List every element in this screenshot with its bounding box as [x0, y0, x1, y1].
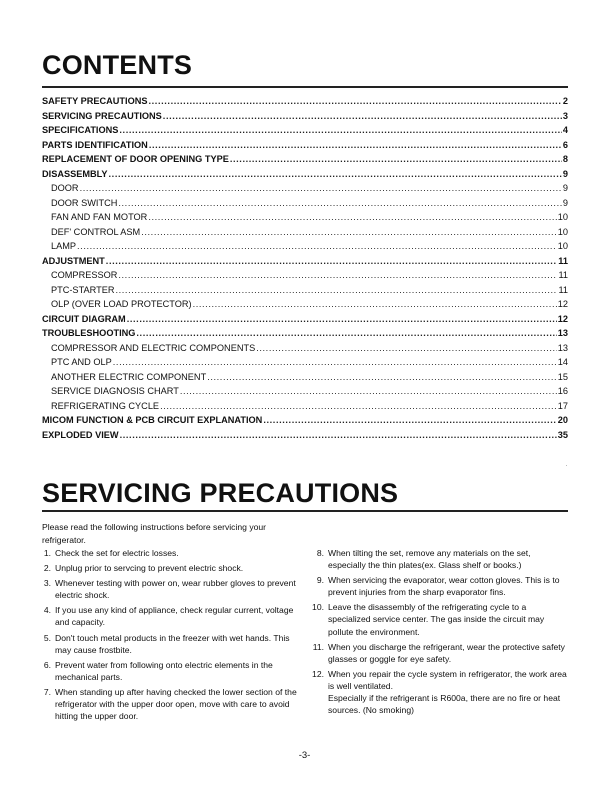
toc-leader-dots — [115, 283, 557, 298]
toc-entry-page: 15 — [557, 371, 568, 382]
toc-entry-page: 3 — [562, 110, 568, 121]
toc-entry-label: CIRCUIT DIAGRAM — [42, 313, 126, 324]
precautions-right-column — [308, 547, 570, 719]
precaution-item — [308, 547, 570, 571]
toc-entry-page: 10 — [557, 212, 568, 222]
toc-entry-page: 14 — [557, 357, 568, 367]
toc-entry-label: DEF' CONTROL ASM — [51, 226, 141, 237]
toc-entry-label: ADJUSTMENT — [42, 255, 105, 266]
precaution-item — [42, 547, 297, 559]
precaution-text-block — [328, 601, 570, 637]
precaution-text: When tilting the set, remove any materials on the set, especially the thin plates(ex. Glass shelf or books.) — [328, 548, 531, 571]
toc-entry-page: 11 — [558, 270, 568, 280]
precaution-text: Don't touch metal products in the freezer with wet hands. This may cause frostbite. — [55, 632, 290, 655]
toc-entry-label: ANOTHER ELECTRIC COMPONENT — [51, 371, 207, 382]
toc-leader-dots — [149, 138, 562, 153]
toc-entry — [42, 210, 568, 225]
precaution-text: Leave the disassembly of the refrigerating cycle to a specialized service center. The gas inside the circuit may pollute the environment. — [328, 602, 545, 637]
precaution-number: 8. — [316, 548, 324, 558]
precaution-item — [308, 668, 570, 716]
precaution-text-block — [55, 547, 297, 559]
table-of-contents — [42, 94, 568, 442]
toc-entry-page: 10 — [557, 226, 568, 237]
precaution-number: 9. — [316, 575, 324, 586]
toc-entry-page: 17 — [557, 400, 568, 411]
precaution-text-block — [328, 668, 570, 716]
toc-entry — [42, 312, 568, 327]
toc-entry-page: 4 — [562, 125, 568, 135]
precaution-number: 11. — [312, 641, 324, 652]
toc-entry — [42, 239, 568, 254]
precaution-text-block — [328, 574, 570, 598]
toc-leader-dots — [118, 268, 557, 283]
toc-leader-dots — [136, 326, 556, 341]
precaution-item — [308, 574, 570, 598]
toc-entry — [42, 297, 568, 312]
toc-entry-label: FAN AND FAN MOTOR — [51, 212, 148, 222]
contents-title: CONTENTS — [42, 50, 193, 80]
toc-entry-label: PTC AND OLP — [51, 357, 112, 367]
precaution-note: Especially if the refrigerant is R600a, there are no fire or heat sources. (No smoking) — [328, 693, 561, 716]
toc-leader-dots — [149, 94, 562, 109]
toc-leader-dots — [109, 167, 562, 182]
toc-entry-label: SERVICING PRECAUTIONS — [42, 110, 162, 121]
toc-entry — [42, 167, 568, 182]
precaution-text: When you repair the cycle system in refrigerator, the work area is well ventilated. — [328, 668, 567, 691]
precaution-item — [42, 604, 297, 628]
toc-entry — [42, 326, 568, 341]
precaution-text-block — [55, 659, 297, 683]
toc-leader-dots — [120, 428, 557, 443]
toc-entry-page: 12 — [557, 299, 568, 309]
toc-entry — [42, 370, 568, 385]
toc-entry — [42, 109, 568, 124]
precaution-number: 7. — [43, 686, 51, 697]
toc-entry — [42, 138, 568, 153]
precaution-text: When standing up after having checked the lower section of the refrigerator with the upper door open, move with care to avoid hitting the upper door. — [55, 686, 297, 722]
toc-entry-page: 11 — [558, 284, 568, 295]
toc-entry-label: PTC-STARTER — [51, 284, 115, 295]
toc-entry — [42, 196, 568, 211]
precaution-text-block — [55, 562, 297, 574]
toc-entry-label: TROUBLESHOOTING — [42, 328, 136, 338]
toc-entry-label: OLP (OVER LOAD PROTECTOR) — [51, 299, 192, 309]
toc-entry-page: 11 — [558, 255, 568, 266]
toc-entry — [42, 355, 568, 370]
toc-leader-dots — [207, 370, 557, 385]
servicing-intro: Please read the following instructions before servicing your refrigerator. — [42, 522, 267, 545]
toc-leader-dots — [106, 254, 557, 269]
toc-entry — [42, 413, 568, 428]
precaution-text-block — [55, 577, 297, 601]
precaution-item — [308, 641, 570, 665]
precaution-text-block — [55, 686, 297, 722]
precaution-item — [42, 659, 297, 683]
toc-leader-dots — [263, 413, 556, 428]
toc-entry — [42, 123, 568, 138]
precaution-text-block — [328, 641, 570, 665]
toc-entry-label: SPECIFICATIONS — [42, 125, 119, 135]
toc-leader-dots — [141, 225, 557, 240]
toc-entry-page: 12 — [557, 313, 568, 324]
precaution-item — [42, 632, 297, 656]
toc-entry-page: 16 — [557, 386, 568, 396]
toc-leader-dots — [119, 123, 561, 138]
toc-entry-page: 13 — [557, 328, 568, 338]
toc-entry-page: 8 — [562, 154, 568, 164]
precaution-text: When you discharge the refrigerant, wear the protective safety glasses or goggle for eye safety. — [328, 641, 565, 664]
toc-entry-label: COMPRESSOR — [51, 270, 118, 280]
toc-entry-page: 10 — [557, 241, 568, 251]
precautions-left-column — [42, 547, 297, 725]
precaution-text: Whenever testing with power on, wear rubber gloves to prevent electric shock. — [55, 578, 296, 601]
toc-entry — [42, 428, 568, 443]
toc-leader-dots — [127, 312, 557, 327]
toc-entry — [42, 384, 568, 399]
toc-entry-label: COMPRESSOR AND ELECTRIC COMPONENTS — [51, 342, 256, 353]
toc-leader-dots — [148, 210, 556, 225]
toc-leader-dots — [113, 355, 557, 370]
toc-entry-label: EXPLODED VIEW — [42, 429, 119, 440]
precaution-text: Check the set for electric losses. — [55, 548, 179, 558]
precaution-number: 3. — [43, 578, 51, 589]
toc-entry-label: DOOR — [51, 183, 79, 193]
precaution-item — [42, 562, 297, 574]
contents-divider — [42, 86, 568, 88]
toc-leader-dots — [180, 384, 557, 399]
toc-leader-dots — [193, 297, 557, 312]
toc-entry-page: 13 — [557, 342, 568, 353]
servicing-title: SERVICING PRECAUTIONS — [42, 478, 399, 508]
toc-entry-label: REPLACEMENT OF DOOR OPENING TYPE — [42, 154, 229, 164]
precaution-number: 2. — [43, 563, 51, 574]
precaution-text-block — [55, 632, 297, 656]
precaution-text-block — [328, 547, 570, 571]
precaution-number: 12. — [312, 668, 324, 679]
toc-entry — [42, 254, 568, 269]
toc-entry-label: REFRIGERATING CYCLE — [51, 400, 160, 411]
toc-entry — [42, 181, 568, 196]
toc-entry — [42, 225, 568, 240]
toc-entry-page: 9 — [562, 183, 568, 193]
toc-leader-dots — [163, 109, 562, 124]
precaution-item — [308, 601, 570, 637]
precaution-text: If you use any kind of appliance, check regular current, voltage and capacity. — [55, 605, 294, 628]
page-number: -3- — [298, 750, 311, 761]
precaution-text: When servicing the evaporator, wear cotton gloves. This is to prevent injuries from the sharp evaporator fins. — [328, 575, 560, 598]
toc-leader-dots — [118, 196, 562, 211]
toc-entry-label: DOOR SWITCH — [51, 197, 118, 208]
precaution-number: 5. — [43, 632, 51, 643]
toc-entry-page: 20 — [557, 415, 568, 425]
scan-speck — [566, 465, 567, 466]
toc-entry — [42, 94, 568, 109]
precaution-text-block — [55, 604, 297, 628]
toc-entry — [42, 152, 568, 167]
toc-entry-label: LAMP — [51, 241, 77, 251]
precaution-number: 10. — [312, 602, 324, 613]
servicing-divider — [42, 510, 568, 512]
toc-entry-page: 9 — [562, 197, 568, 208]
toc-leader-dots — [230, 152, 562, 167]
toc-entry — [42, 341, 568, 356]
toc-entry — [42, 399, 568, 414]
toc-leader-dots — [160, 399, 557, 414]
toc-entry — [42, 283, 568, 298]
toc-entry-label: MICOM FUNCTION & PCB CIRCUIT EXPLANATION — [42, 415, 263, 425]
toc-leader-dots — [256, 341, 557, 356]
precaution-item — [42, 686, 297, 722]
toc-entry-label: DISASSEMBLY — [42, 168, 108, 179]
toc-entry-label: SAFETY PRECAUTIONS — [42, 96, 148, 106]
precaution-item — [42, 577, 297, 601]
toc-entry — [42, 268, 568, 283]
toc-entry-page: 9 — [562, 168, 568, 179]
toc-entry-page: 6 — [562, 139, 568, 150]
toc-leader-dots — [80, 181, 562, 196]
toc-leader-dots — [77, 239, 557, 254]
precaution-text: Prevent water from following onto electric elements in the mechanical parts. — [55, 659, 273, 682]
toc-entry-label: PARTS IDENTIFICATION — [42, 139, 148, 150]
toc-entry-label: SERVICE DIAGNOSIS CHART — [51, 386, 179, 396]
precaution-number: 1. — [43, 548, 51, 558]
toc-entry-page: 2 — [562, 96, 568, 106]
precaution-number: 4. — [43, 605, 51, 616]
precaution-text: Unplug prior to servcing to prevent electric shock. — [55, 563, 244, 574]
precaution-number: 6. — [43, 659, 51, 670]
toc-entry-page: 35 — [557, 429, 568, 440]
